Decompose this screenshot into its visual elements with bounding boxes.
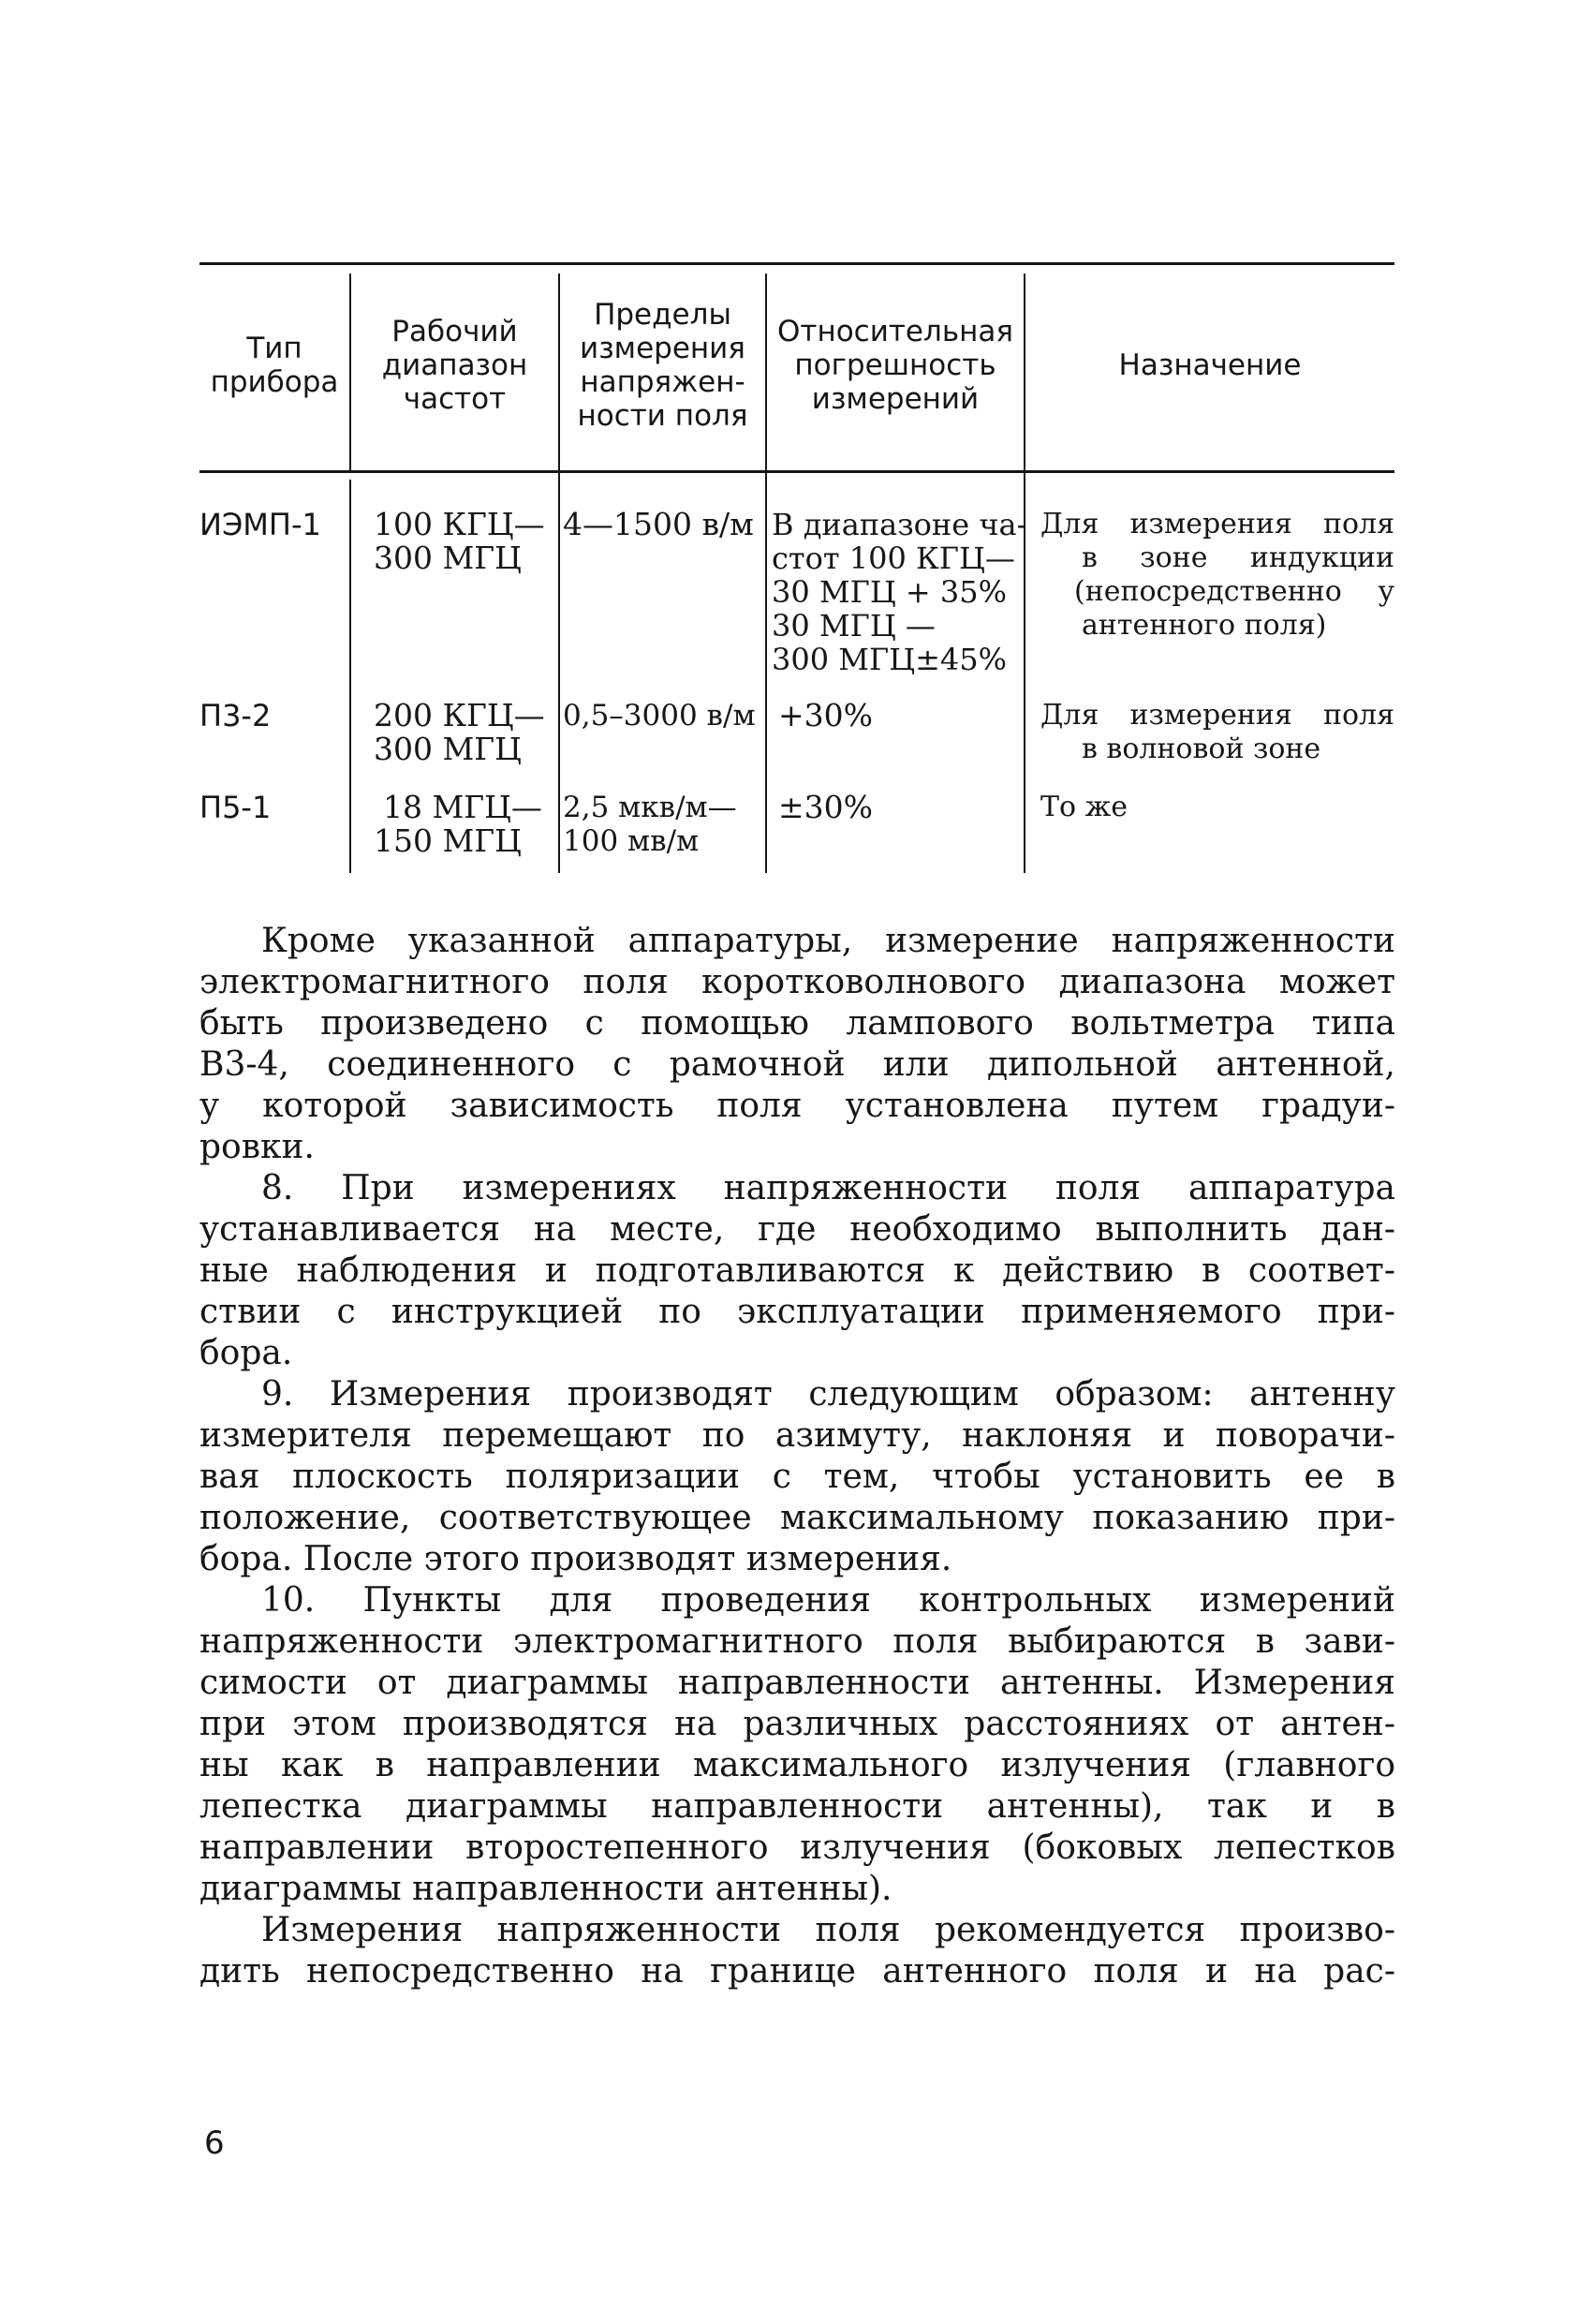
- header-purpose: Назначение: [1118, 348, 1302, 382]
- table-row-1-purpose: Для измерения поля в зоне индукции (непосредственно у антенного поля): [1040, 508, 1394, 642]
- paragraph-8: 8. При измерениях напряженности поля аппаратура устанавливается на месте, где необходимо выполнить дан- ные наблюдения и подготавливаются к действию в соответ- ствии с инструкцией по эксплуатации применяемого при- бора.: [199, 1169, 1395, 1372]
- table-row-2-type: П3-2: [199, 698, 272, 733]
- header-measurement-limits: Пределы измерения напряжен- ности поля: [577, 298, 748, 433]
- table-header-rule: [199, 470, 1394, 473]
- table-row-1-limits: 4—1500 в/м: [563, 506, 754, 542]
- table-row-1-type: ИЭМП-1: [199, 507, 321, 542]
- table-row-3-error: ±30%: [778, 789, 873, 825]
- table-row-2-range: 200 КГЦ— 300 МГЦ: [374, 697, 545, 767]
- table-row-3-purpose: То же: [1040, 791, 1128, 823]
- table-row-1-error: В диапазоне ча- стот 100 КГЦ— 30 МГЦ + 35% 30 МГЦ — 300 МГЦ±45%: [772, 507, 1027, 677]
- table-row-2-purpose: Для измерения поля в волновой зоне: [1040, 699, 1394, 765]
- table-row-2-error: +30%: [778, 697, 873, 733]
- table-row-3-limits: 2,5 мкв/м— 100 мв/м: [563, 791, 737, 858]
- table-row-1-range: 100 КГЦ— 300 МГЦ: [374, 506, 545, 576]
- header-relative-error: Относительная погрешность измерений: [776, 315, 1013, 416]
- paragraph-9: 9. Измерения производят следующим образом: антенну измерителя перемещают по азимуту, наклоняя и поворачи- вая плоскость поляризации с тем, чтобы установить ее в положение, соответствующее максимальному показанию при- бора. После этого производят измерения.: [199, 1375, 1395, 1578]
- table-top-rule: [199, 262, 1394, 265]
- instrument-table: [199, 262, 1394, 881]
- header-type: Тип прибора: [210, 332, 339, 399]
- page-number: 6: [204, 2124, 225, 2162]
- paragraph-10: 10. Пункты для проведения контрольных измерений напряженности электромагнитного поля выбираются в зави- симости от диаграммы направленности антенны. Измерения при этом производятся на различных расстояниях от антен- ны как в направлении максимального излучения (главного лепестка диаграммы направленности антенны), так и в направлении второстепенного излучения (боковых лепестков диаграммы направленности антенны).: [199, 1581, 1395, 1908]
- body-text: [199, 921, 1395, 1992]
- column-divider: [349, 480, 351, 873]
- paragraph-intro: Кроме указанной аппаратуры, измерение напряженности электромагнитного поля коротковолнового диапазона может быть произведено с помощью лампового вольтметра типа В3-4, соединенного с рамочной или дипольной антенной, у которой зависимость поля установлена путем градуи- ровки.: [199, 922, 1395, 1166]
- table-row-3-range: 18 МГЦ— 150 МГЦ: [374, 789, 542, 859]
- paragraph-final: Измерения напряженности поля рекомендуется произво- дить непосредственно на границе антенного поля и на рас-: [199, 1911, 1395, 1991]
- header-frequency-range: Рабочий диапазон частот: [381, 315, 528, 416]
- table-row-3-type: П5-1: [199, 790, 272, 825]
- table-row-2-limits: 0,5–3000 в/м: [563, 699, 756, 733]
